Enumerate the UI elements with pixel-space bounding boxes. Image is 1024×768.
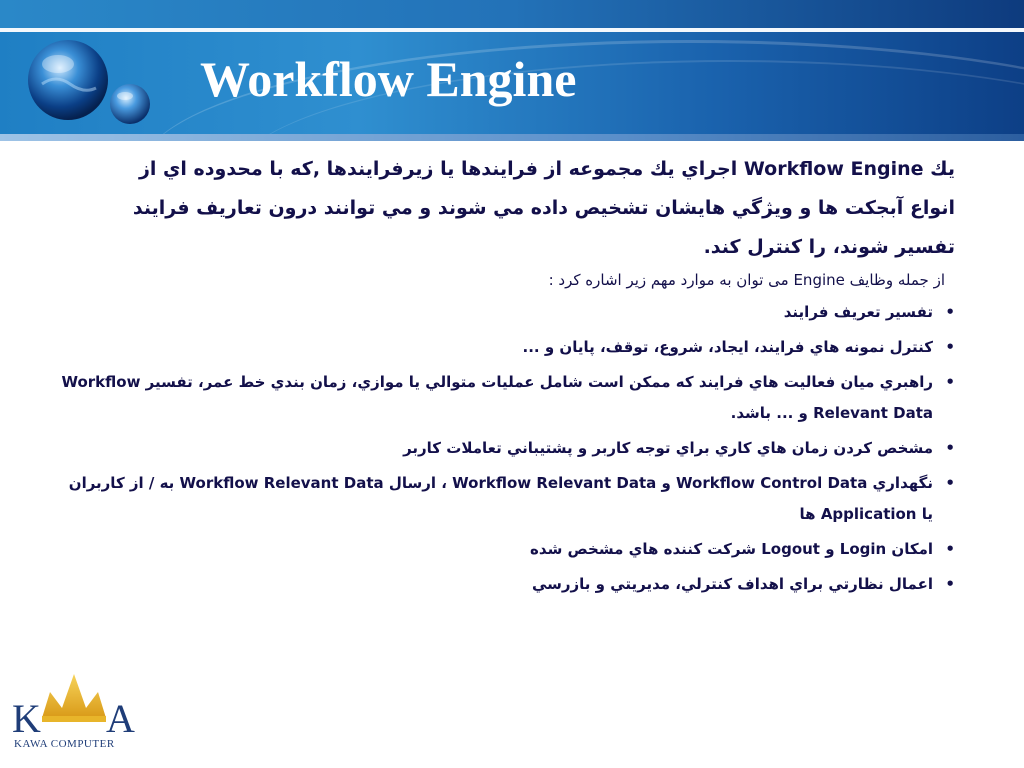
bullet-icon: • bbox=[945, 303, 955, 321]
list-item-text: نگهداري Workflow Control Data و Workflow Relevant Data ، ارسال Workflow Relevant Data به / از كاربران يا Application ها bbox=[68, 474, 933, 523]
functions-subheading: از جمله وظایف Engine می توان به موارد مهم زیر اشاره کرد : bbox=[548, 271, 945, 289]
header-divider-line bbox=[0, 28, 1024, 32]
globe-icon bbox=[22, 34, 162, 134]
bullet-icon: • bbox=[945, 474, 955, 492]
list-item bbox=[60, 569, 955, 600]
list-item bbox=[60, 332, 955, 363]
logo-letter-a: A bbox=[106, 696, 135, 740]
bullet-icon: • bbox=[945, 540, 955, 558]
header-top-band bbox=[0, 0, 1024, 28]
list-item-text: تفسير تعريف فرايند bbox=[783, 303, 933, 321]
list-item bbox=[60, 297, 955, 328]
bullet-icon: • bbox=[945, 338, 955, 356]
slide-content bbox=[60, 150, 955, 604]
bullet-icon: • bbox=[945, 373, 955, 391]
list-item-text: مشخص كردن زمان هاي كاري براي توجه كاربر و پشتيباني تعاملات كاربر bbox=[403, 439, 933, 457]
list-item-text: اعمال نظارتي براي اهداف كنترلي، مديريتي و بازرسي bbox=[531, 575, 933, 593]
list-item-text: راهبري ميان فعاليت هاي فرايند كه ممكن است شامل عمليات متوالي يا موازي، زمان بندي خط عمر، تفسير Workflow Relevant Data و ... باشد. bbox=[61, 373, 933, 422]
header-bottom-band bbox=[0, 134, 1024, 141]
list-item bbox=[60, 468, 955, 530]
list-item-text: امكان Login و Logout شركت كننده هاي مشخص شده bbox=[530, 540, 933, 558]
company-logo bbox=[0, 660, 155, 768]
logo-letter-k: K bbox=[12, 696, 41, 740]
bullet-icon: • bbox=[945, 439, 955, 457]
list-item bbox=[60, 433, 955, 464]
list-item bbox=[60, 367, 955, 429]
list-item-text: كنترل نمونه هاي فرايند، ايجاد، شروع، توقف، پايان و ... bbox=[522, 338, 933, 356]
list-item bbox=[60, 534, 955, 565]
functions-list bbox=[60, 297, 955, 600]
slide-header bbox=[0, 0, 1024, 134]
slide-title: Workflow Engine bbox=[200, 51, 577, 107]
bullet-icon: • bbox=[945, 575, 955, 593]
logo-company-name: KAWA COMPUTER bbox=[14, 738, 115, 750]
intro-paragraph: يك Workflow Engine اجراي يك مجموعه از فرايندها يا زيرفرايندها ,كه با محدوده اي از انواع آبجكت ها و ويژگي هايشان تشخيص داده مي شوند و مي توانند درون تعاريف فرايند تفسير شوند، را كنترل كند. bbox=[132, 158, 955, 258]
